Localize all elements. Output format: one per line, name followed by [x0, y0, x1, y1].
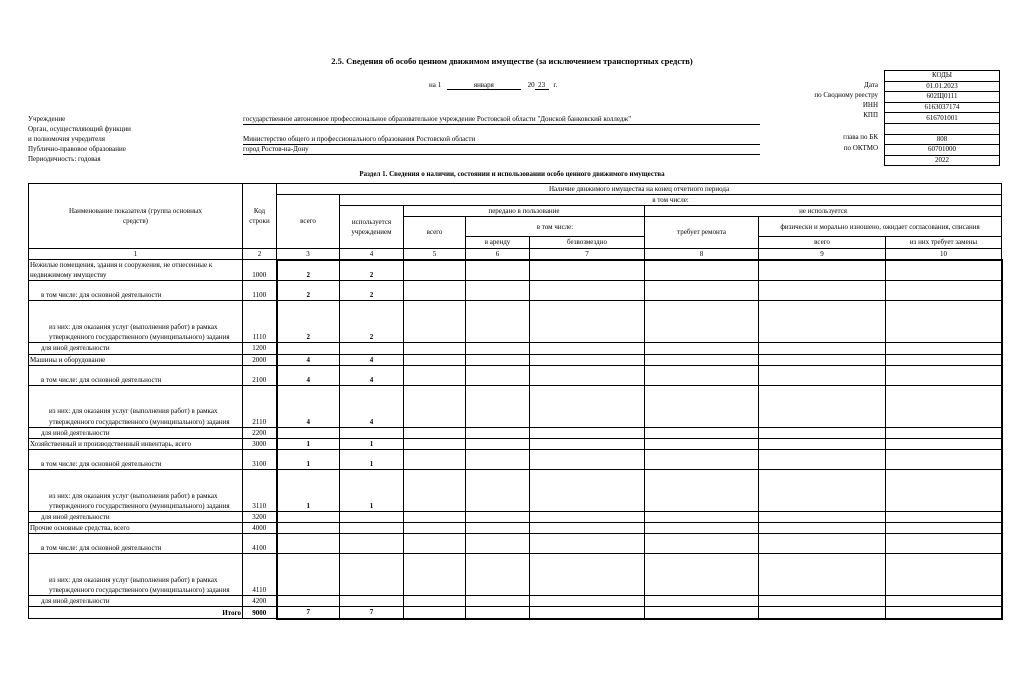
table-row	[29, 523, 1002, 534]
total-cell-col8	[645, 607, 759, 619]
row-cell-col9	[759, 427, 886, 438]
label-registry: по Сводному реестру	[814, 91, 878, 99]
header-worn-total: всего	[759, 237, 886, 248]
row-cell-col10	[886, 343, 1002, 354]
row-cell-col10	[886, 427, 1002, 438]
header-in-that-2: в том числе:	[466, 217, 645, 237]
row-cell-col9	[759, 385, 886, 427]
row-used	[340, 534, 404, 554]
row-cell-col10	[886, 260, 1002, 281]
row-cell-col10	[886, 354, 1002, 365]
table-row	[29, 260, 1002, 281]
row-cell-col6	[466, 534, 530, 554]
row-code: 1100	[243, 281, 277, 301]
col-num: 5	[404, 248, 466, 260]
row-cell-col7	[530, 534, 645, 554]
row-cell-col7	[530, 354, 645, 365]
row-cell-col9	[759, 354, 886, 365]
col-num: 6	[466, 248, 530, 260]
table-row	[29, 554, 1002, 596]
table-row	[29, 534, 1002, 554]
total-row	[29, 607, 1002, 619]
row-cell-col9	[759, 343, 886, 354]
row-cell-col5	[404, 470, 466, 512]
row-used	[340, 512, 404, 523]
code-empty	[885, 123, 1000, 134]
table-row	[29, 427, 1002, 438]
row-used: 2	[340, 281, 404, 301]
row-cell-col7	[530, 260, 645, 281]
form-title: 2.5. Сведения об особо ценном движимом имуществе (за исключением транспортных средств)	[331, 56, 693, 66]
row-cell-col5	[404, 596, 466, 607]
row-total: 2	[277, 281, 340, 301]
row-cell-col6	[466, 301, 530, 343]
row-total	[277, 534, 340, 554]
codes-header: КОДЫ	[885, 71, 1000, 82]
row-cell-col6	[466, 365, 530, 385]
row-cell-col9	[759, 365, 886, 385]
total-cell-col10	[886, 607, 1002, 619]
row-cell-col8	[645, 427, 759, 438]
row-cell-col6	[466, 385, 530, 427]
code-kpp: 616701001	[885, 113, 1000, 124]
label-periodicity: Периодичность: годовая	[28, 155, 101, 163]
header-rent: в аренду	[466, 237, 530, 248]
row-cell-col10	[886, 365, 1002, 385]
total-label: Итого	[29, 607, 243, 619]
row-code: 2100	[243, 365, 277, 385]
row-total: 1	[277, 450, 340, 470]
row-cell-col8	[645, 365, 759, 385]
row-cell-col8	[645, 343, 759, 354]
row-cell-col10	[886, 523, 1002, 534]
row-name: Машины и оборудование	[29, 354, 243, 365]
row-total: 1	[277, 470, 340, 512]
row-cell-col7	[530, 554, 645, 596]
row-cell-col8	[645, 281, 759, 301]
row-code: 4110	[243, 554, 277, 596]
row-cell-col6	[466, 512, 530, 523]
founder-underline	[243, 144, 760, 145]
row-code: 3200	[243, 512, 277, 523]
row-cell-col10	[886, 554, 1002, 596]
header-free: безвозмездно	[530, 237, 645, 248]
codes-table	[884, 70, 1000, 166]
table-row	[29, 438, 1002, 449]
row-name: для иной деятельности	[29, 512, 243, 523]
label-inn: ИНН	[862, 101, 878, 109]
row-name: из них: для оказания услуг (выполнения работ) в рамках утвержденного государственного (муниципального) задания	[29, 470, 243, 512]
row-cell-col6	[466, 596, 530, 607]
header-in-that: в том числе:	[340, 195, 1002, 206]
row-cell-col7	[530, 450, 645, 470]
row-cell-col9	[759, 523, 886, 534]
row-cell-col6	[466, 554, 530, 596]
row-code: 3000	[243, 438, 277, 449]
date-suffix: г.	[553, 81, 558, 89]
table-row	[29, 385, 1002, 427]
institution-value: государственное автономное профессиональное образовательное учреждение Ростовской области "Донской банковский колледж"	[243, 115, 632, 123]
row-cell-col6	[466, 343, 530, 354]
row-cell-col10	[886, 385, 1002, 427]
row-total: 2	[277, 301, 340, 343]
row-name: из них: для оказания услуг (выполнения работ) в рамках утвержденного государственного (муниципального) задания	[29, 301, 243, 343]
label-bk-chapter: глава по БК	[843, 133, 878, 141]
row-code: 3110	[243, 470, 277, 512]
row-total: 2	[277, 260, 340, 281]
row-cell-col7	[530, 512, 645, 523]
section-title: Раздел 1. Сведения о наличии, состоянии и использовании особо ценного движимого имущества	[359, 170, 665, 178]
table-row	[29, 365, 1002, 385]
row-cell-col5	[404, 281, 466, 301]
row-cell-col9	[759, 438, 886, 449]
row-cell-col9	[759, 554, 886, 596]
column-numbers-row	[29, 248, 1002, 260]
label-kpp: КПП	[863, 111, 878, 119]
col-num: 4	[340, 248, 404, 260]
label-founder-1: Орган, осуществляющий функции	[28, 125, 131, 133]
row-name: в том числе: для основной деятельности	[29, 281, 243, 301]
table-row	[29, 470, 1002, 512]
header-availability: Наличие движимого имущества на конец отчетного периода	[277, 184, 1002, 195]
row-cell-col6	[466, 450, 530, 470]
row-cell-col10	[886, 470, 1002, 512]
row-cell-col9	[759, 450, 886, 470]
row-used	[340, 523, 404, 534]
col-num: 2	[243, 248, 277, 260]
row-name: Прочие основные средства, всего	[29, 523, 243, 534]
header-code: Код строки	[243, 184, 277, 249]
total-used: 7	[340, 607, 404, 619]
row-cell-col5	[404, 385, 466, 427]
row-cell-col8	[645, 523, 759, 534]
col-num: 9	[759, 248, 886, 260]
total-cell-col5	[404, 607, 466, 619]
header-total: всего	[277, 195, 340, 248]
total-cell-col9	[759, 607, 886, 619]
assets-table	[28, 183, 1003, 620]
header-transferred-total: всего	[404, 217, 466, 248]
row-cell-col6	[466, 470, 530, 512]
table-row	[29, 512, 1002, 523]
code-year: 2022	[885, 155, 1000, 166]
row-cell-col8	[645, 554, 759, 596]
row-cell-col10	[886, 438, 1002, 449]
total-cell-col6	[466, 607, 530, 619]
row-cell-col7	[530, 343, 645, 354]
row-total: 4	[277, 365, 340, 385]
row-name: из них: для оказания услуг (выполнения работ) в рамках утвержденного государственного (муниципального) задания	[29, 554, 243, 596]
row-used: 2	[340, 260, 404, 281]
header-not-used: не используется	[645, 206, 1002, 217]
header-transferred: передано в пользование	[404, 206, 645, 217]
row-cell-col6	[466, 354, 530, 365]
row-cell-col10	[886, 512, 1002, 523]
table-body	[29, 260, 1002, 619]
table-row	[29, 281, 1002, 301]
row-cell-col5	[404, 365, 466, 385]
row-total	[277, 523, 340, 534]
row-cell-col5	[404, 301, 466, 343]
row-used: 1	[340, 438, 404, 449]
row-total: 4	[277, 354, 340, 365]
row-code: 2200	[243, 427, 277, 438]
row-cell-col8	[645, 512, 759, 523]
col-num: 3	[277, 248, 340, 260]
row-cell-col7	[530, 438, 645, 449]
public-entity-value: город Ростов-на-Дону	[243, 145, 309, 153]
label-founder-2: и полномочия учредителя	[28, 135, 105, 143]
row-cell-col9	[759, 512, 886, 523]
row-cell-col8	[645, 534, 759, 554]
founder-value: Министерство общего и профессионального образования Ростовской области	[243, 135, 476, 143]
row-used: 4	[340, 385, 404, 427]
row-code: 2000	[243, 354, 277, 365]
total-code: 9000	[243, 607, 277, 619]
col-num: 10	[886, 248, 1002, 260]
row-used	[340, 596, 404, 607]
row-code: 1110	[243, 301, 277, 343]
row-cell-col7	[530, 470, 645, 512]
date-month: января	[447, 82, 521, 90]
row-cell-col5	[404, 427, 466, 438]
row-used: 1	[340, 470, 404, 512]
row-name: Нежилые помещения, здания и сооружения, не отнесенные к недвижимому имуществу	[29, 260, 243, 281]
table-row	[29, 596, 1002, 607]
row-cell-col7	[530, 365, 645, 385]
row-cell-col8	[645, 301, 759, 343]
row-cell-col9	[759, 260, 886, 281]
row-cell-col7	[530, 281, 645, 301]
row-code: 4200	[243, 596, 277, 607]
row-cell-col6	[466, 427, 530, 438]
row-total: 1	[277, 438, 340, 449]
row-used: 4	[340, 365, 404, 385]
row-cell-col9	[759, 534, 886, 554]
row-used	[340, 554, 404, 596]
row-cell-col8	[645, 596, 759, 607]
row-cell-col5	[404, 534, 466, 554]
row-cell-col10	[886, 596, 1002, 607]
label-oktmo: по ОКТМО	[843, 144, 878, 152]
code-date: 01.01.2023	[885, 81, 1000, 92]
row-code: 4100	[243, 534, 277, 554]
date-year: 23	[535, 82, 549, 90]
row-cell-col8	[645, 260, 759, 281]
label-institution: Учреждение	[28, 115, 66, 123]
row-cell-col5	[404, 523, 466, 534]
row-cell-col6	[466, 260, 530, 281]
row-cell-col7	[530, 523, 645, 534]
row-name: в том числе: для основной деятельности	[29, 365, 243, 385]
row-cell-col6	[466, 281, 530, 301]
row-cell-col8	[645, 354, 759, 365]
institution-underline	[243, 124, 760, 125]
row-cell-col10	[886, 450, 1002, 470]
row-cell-col10	[886, 534, 1002, 554]
row-cell-col8	[645, 450, 759, 470]
row-cell-col5	[404, 450, 466, 470]
public-entity-underline	[243, 154, 760, 155]
table-row	[29, 450, 1002, 470]
row-total	[277, 427, 340, 438]
row-cell-col6	[466, 523, 530, 534]
code-inn: 6163037174	[885, 102, 1000, 113]
col-num: 1	[29, 248, 243, 260]
row-cell-col9	[759, 301, 886, 343]
table-row	[29, 343, 1002, 354]
row-cell-col10	[886, 301, 1002, 343]
row-code: 1200	[243, 343, 277, 354]
header-used: используется учреждением	[340, 206, 404, 248]
table-row	[29, 354, 1002, 365]
row-used	[340, 343, 404, 354]
row-cell-col5	[404, 554, 466, 596]
row-cell-col7	[530, 427, 645, 438]
header-repair: требует ремонта	[645, 217, 759, 248]
row-used	[340, 427, 404, 438]
code-bk: 808	[885, 134, 1000, 145]
row-code: 1000	[243, 260, 277, 281]
row-cell-col7	[530, 301, 645, 343]
row-name: из них: для оказания услуг (выполнения работ) в рамках утвержденного государственного (муниципального) задания	[29, 385, 243, 427]
code-registry: 602Щ0111	[885, 92, 1000, 103]
row-cell-col5	[404, 512, 466, 523]
code-oktmo: 60701000	[885, 145, 1000, 156]
row-name: для иной деятельности	[29, 596, 243, 607]
table-row	[29, 301, 1002, 343]
row-name: Хозяйственный и производственный инвентарь, всего	[29, 438, 243, 449]
row-cell-col8	[645, 438, 759, 449]
row-total	[277, 554, 340, 596]
row-used: 2	[340, 301, 404, 343]
row-code: 4000	[243, 523, 277, 534]
total-cell-col7	[530, 607, 645, 619]
report-date-line	[429, 82, 557, 90]
header-worn: физически и морально изношено, ожидает согласования, списания	[759, 217, 1002, 237]
row-cell-col5	[404, 438, 466, 449]
row-name: в том числе: для основной деятельности	[29, 450, 243, 470]
col-num: 7	[530, 248, 645, 260]
header-name: Наименование показателя (группа основных средств)	[29, 184, 243, 249]
label-public-entity: Публично-правовое образование	[28, 145, 126, 153]
row-cell-col7	[530, 385, 645, 427]
date-year-prefix: 20	[527, 81, 535, 89]
row-cell-col5	[404, 260, 466, 281]
row-cell-col6	[466, 438, 530, 449]
row-cell-col9	[759, 596, 886, 607]
row-name: для иной деятельности	[29, 343, 243, 354]
row-cell-col9	[759, 470, 886, 512]
row-cell-col10	[886, 281, 1002, 301]
row-cell-col9	[759, 281, 886, 301]
header-need-replace: из них требует замены	[886, 237, 1002, 248]
row-total	[277, 512, 340, 523]
date-prefix: на 1	[429, 81, 442, 89]
row-code: 2110	[243, 385, 277, 427]
row-cell-col8	[645, 385, 759, 427]
row-total: 4	[277, 385, 340, 427]
row-cell-col5	[404, 354, 466, 365]
row-name: в том числе: для основной деятельности	[29, 534, 243, 554]
row-name: для иной деятельности	[29, 427, 243, 438]
row-cell-col5	[404, 343, 466, 354]
total-sum: 7	[277, 607, 340, 619]
row-used: 4	[340, 354, 404, 365]
row-code: 3100	[243, 450, 277, 470]
col-num: 8	[645, 248, 759, 260]
label-date: Дата	[864, 81, 878, 89]
row-total	[277, 343, 340, 354]
row-used: 1	[340, 450, 404, 470]
row-total	[277, 596, 340, 607]
row-cell-col7	[530, 596, 645, 607]
row-cell-col8	[645, 470, 759, 512]
